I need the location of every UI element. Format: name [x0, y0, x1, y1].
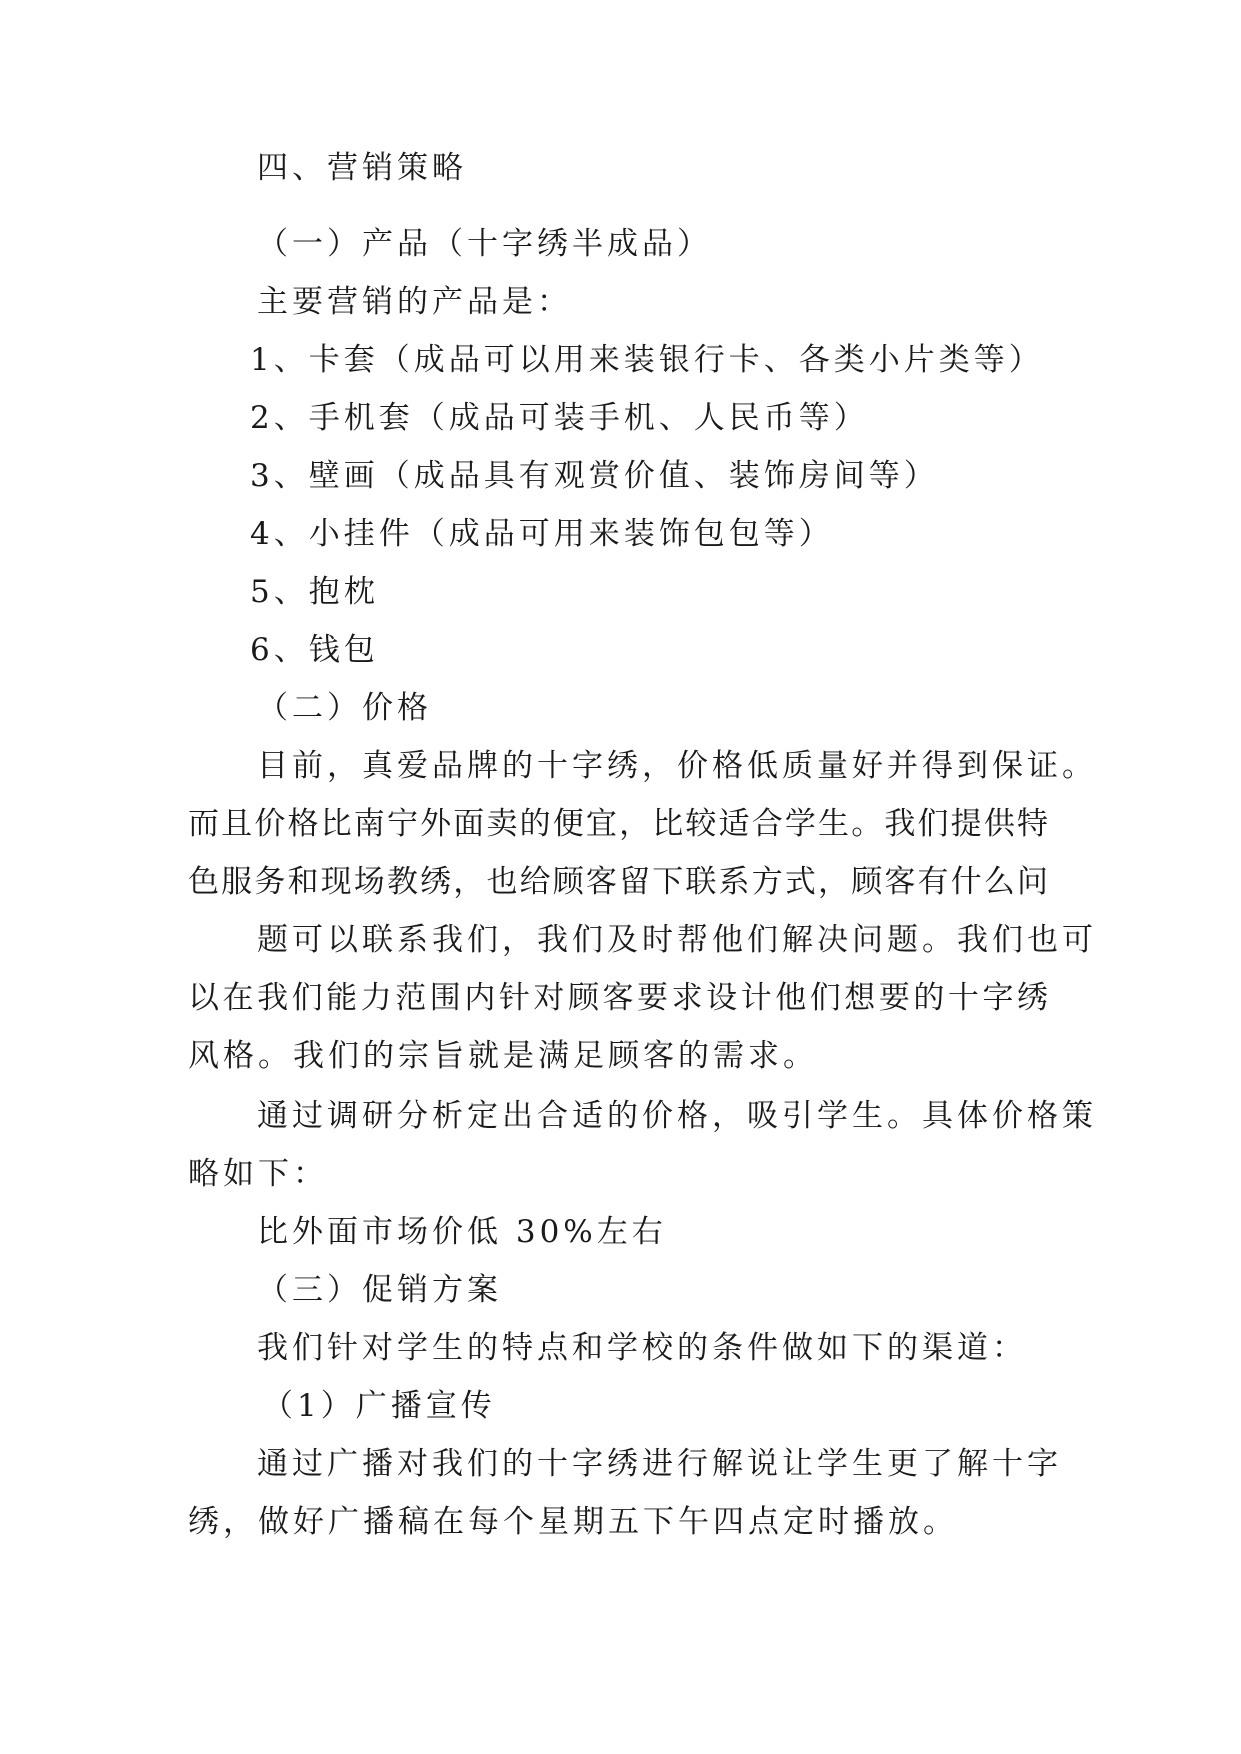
list-item: 6、钱包	[250, 632, 379, 668]
subheading-promotion: （三）促销方案	[257, 1272, 502, 1308]
paragraph-line: 略如下：	[188, 1156, 328, 1192]
paragraph-line: 绣，做好广播稿在每个星期五下午四点定时播放。	[188, 1504, 958, 1540]
paragraph-line: 通过调研分析定出合适的价格，吸引学生。具体价格策	[257, 1098, 1097, 1134]
paragraph-line: 色服务和现场教绣，也给顾客留下联系方式，顾客有什么问	[188, 864, 1050, 900]
list-item: 2、手机套（成品可装手机、人民币等）	[250, 400, 869, 436]
subheading-product: （一）产品（十字绣半成品）	[257, 226, 712, 262]
section-heading-marketing-strategy: 四、营销策略	[257, 150, 467, 186]
subheading-broadcast: （1）广播宣传	[262, 1388, 496, 1424]
paragraph-line: 以在我们能力范围内针对顾客要求设计他们想要的十字绣	[188, 980, 1050, 1016]
paragraph-line: 目前，真爱品牌的十字绣，价格低质量好并得到保证。	[257, 748, 1097, 784]
list-item: 4、小挂件（成品可用来装饰包包等）	[250, 516, 834, 552]
subheading-price: （二）价格	[257, 690, 432, 726]
list-item: 1、卡套（成品可以用来装银行卡、各类小片类等）	[250, 342, 1044, 378]
paragraph-line: 题可以联系我们，我们及时帮他们解决问题。我们也可	[257, 922, 1097, 958]
paragraph-line: 主要营销的产品是：	[257, 284, 572, 320]
list-item: 3、壁画（成品具有观赏价值、装饰房间等）	[250, 458, 939, 494]
paragraph-line: 比外面市场价低 30%左右	[257, 1214, 667, 1250]
list-item: 5、抱枕	[250, 574, 379, 610]
paragraph-line: 通过广播对我们的十字绣进行解说让学生更了解十字	[257, 1446, 1062, 1482]
paragraph-line: 风格。我们的宗旨就是满足顾客的需求。	[188, 1038, 818, 1074]
paragraph-line: 而且价格比南宁外面卖的便宜，比较适合学生。我们提供特	[188, 806, 1050, 842]
paragraph-line: 我们针对学生的特点和学校的条件做如下的渠道：	[257, 1330, 1027, 1366]
